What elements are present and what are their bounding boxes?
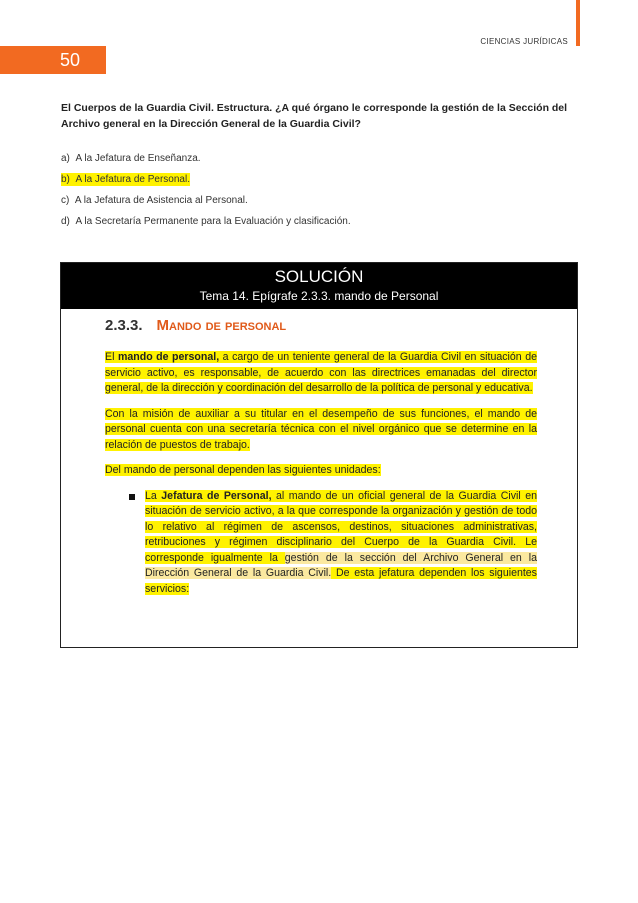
section-heading <box>105 317 537 334</box>
option-letter: c) <box>61 195 70 206</box>
p3-text: Del mando de personal dependen las siguientes unidades: <box>105 464 381 476</box>
question-text: El Cuerpos de la Guardia Civil. Estructura. ¿A qué órgano le corresponde la gestión de la Sección del Archivo general en la Dirección General de la Guardia Civil? <box>61 102 568 130</box>
bullet-start: La <box>145 489 162 502</box>
paragraph-2 <box>105 407 537 454</box>
header-section-label: CIENCIAS JURÍDICAS <box>480 37 568 46</box>
page-number-badge: 50 <box>0 46 106 74</box>
bullet-body: al mando de un oficial general de la Guardia Civil en situación de servicio activo, a la que corresponde la organización y gestión de todo lo relativo al régimen de ascensos, destinos, situaciones administrativas, retribuciones y régimen disciplinario del Cuerpo de la Guardia Civil. Le corresponde igualmente la <box>145 489 537 564</box>
solution-title: SOLUCIÓN <box>274 267 364 286</box>
option-letter: b) <box>61 174 70 185</box>
option-d <box>61 215 351 228</box>
excerpt <box>105 317 537 607</box>
section-name: Mando de personal <box>156 317 287 334</box>
option-text: A la Jefatura de Enseñanza. <box>75 153 201 164</box>
bullet-text <box>145 489 537 598</box>
bullet-end: De esta jefatura dependen los siguientes servicios: <box>145 567 537 595</box>
header-accent-bar <box>576 0 580 46</box>
solution-subtitle: Tema 14. Epígrafe 2.3.3. mando de Personal <box>199 289 439 303</box>
option-a <box>61 152 201 165</box>
p2-text: Con la misión de auxiliar a su titular en el desempeño de sus funciones, el mando de personal cuenta con una secretaría técnica con el nivel orgánico que se determine en la relación de puestos de trabajo. <box>105 407 537 451</box>
paragraph-1 <box>105 350 537 397</box>
option-letter: a) <box>61 153 70 164</box>
option-letter: d) <box>61 216 70 227</box>
bullet-key-highlight: gestión de la sección del Archivo General en la Dirección General de la Guardia Civil. <box>145 551 537 579</box>
bullet-item <box>105 489 537 598</box>
solution-header <box>61 263 577 309</box>
p1-start: El <box>105 351 118 363</box>
option-text: A la Jefatura de Asistencia al Personal. <box>74 195 248 206</box>
bullet-square-icon <box>129 494 135 500</box>
solution-box <box>60 262 578 648</box>
p1-rest: a cargo de un teniente general de la Guardia Civil en situación de servicio activo, es responsable, de acuerdo con las directrices emanadas del director general, de la dirección y coordinación del desarrollo de la política de personal y educativa. <box>105 351 537 394</box>
option-c <box>61 194 248 207</box>
answer-options <box>61 152 581 236</box>
paragraph-3 <box>105 463 537 479</box>
option-text: A la Secretaría Permanente para la Evaluación y clasificación. <box>75 216 351 227</box>
option-b <box>61 173 190 186</box>
p1-bold: mando de personal, <box>117 351 220 363</box>
section-number: 2.3.3. <box>105 317 143 334</box>
option-text: A la Jefatura de Personal. <box>75 174 190 185</box>
bullet-bold: Jefatura de Personal, <box>161 489 272 502</box>
